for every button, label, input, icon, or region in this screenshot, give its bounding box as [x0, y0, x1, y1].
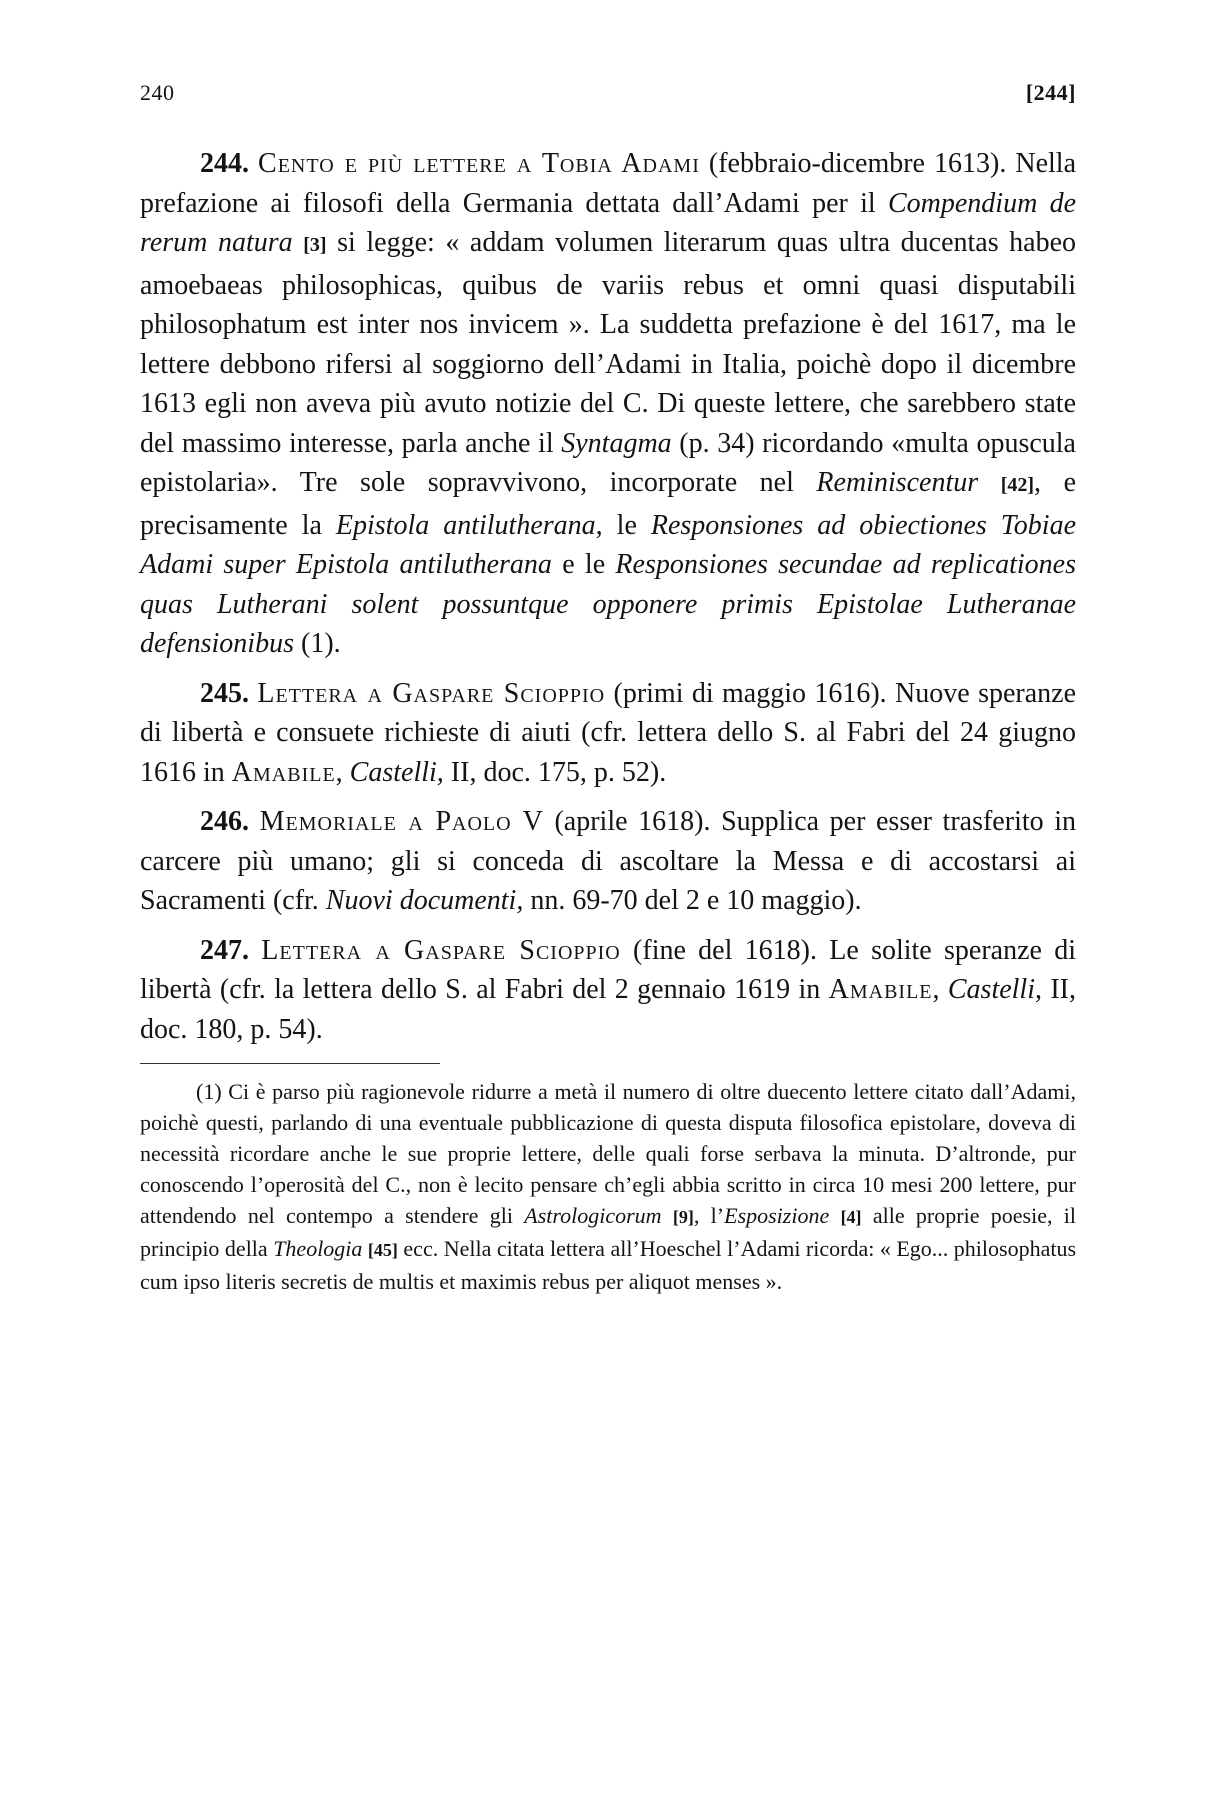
title-italic: Theologia — [273, 1236, 363, 1261]
title-italic: Compendium de rerum natura — [140, 187, 1076, 258]
title-italic: Castelli, — [947, 974, 1042, 1005]
entry-245 — [140, 674, 1076, 793]
entry-text: e le — [551, 549, 616, 580]
author-smallcaps: Amabile — [828, 974, 933, 1005]
entry-text: (p. 34) ricordando «multa opuscula epistolaria». Tre sole sopravvivono, incorporate nel — [140, 427, 1076, 498]
entry-text — [293, 227, 304, 258]
cross-reference: [45] — [367, 1240, 398, 1260]
footnote-text: alle proprie poesie, il principio della — [140, 1203, 1076, 1261]
entry-text: II, doc. 180, p. 54). — [140, 974, 1077, 1045]
entry-247 — [140, 931, 1076, 1050]
entry-heading: Lettera a Gaspare Scioppio — [261, 934, 621, 966]
entry-text: II, doc. 175, p. 52). — [443, 756, 667, 788]
cross-reference: [4] — [840, 1207, 862, 1227]
title-italic: Reminiscentur — [816, 467, 979, 498]
entry-text: (aprile 1618). Supplica per esser trasferito in carcere più umano; gli si conceda di ascoltare la Messa e di accostarsi ai Sacramenti (cfr. — [140, 806, 1076, 916]
title-italic: Responsiones ad obiectiones Tobiae Adami super Epistola antilutherana — [140, 509, 1077, 580]
entry-text: , — [932, 974, 948, 1005]
entry-text: (primi di maggio 1616). Nuove speranze di libertà e consuete richieste di aiuti (cfr. lettera dello S. al Fabri del 24 giugno 1616 in — [140, 677, 1077, 788]
entry-heading: Memoriale a Paolo V — [259, 806, 544, 837]
entry-text: (febbraio-dicembre 1613). Nella prefazione ai filosofi della Germania dettata dall’Adami per il — [140, 148, 1077, 219]
title-italic: Nuovi documenti, — [325, 885, 524, 916]
author-smallcaps: Amabile — [231, 756, 336, 788]
entry-text: si legge: « addam volumen literarum quas ultra ducentas habeo amoebaeas philosophicas, quibus de variis rebus et omni quasi disputabili philosophatum est inter nos invicem ». La suddetta prefazione è del 1617, ma le lettere debbono rifersi al soggiorno dell’Adami in Italia, poichè dopo il dicembre 1613 egli non aveva più avuto notizie del C. Di queste lettere, che sarebbero state del massimo interesse, parla anche il — [140, 227, 1077, 459]
entry-heading: Lettera a Gaspare Scioppio — [257, 677, 606, 709]
entry-text: , e precisamente la — [140, 467, 1077, 541]
entry-text — [978, 467, 1001, 498]
footnote-text — [662, 1203, 673, 1228]
entry-text: le — [602, 509, 651, 541]
footnote-divider — [140, 1063, 440, 1064]
section-reference: [244] — [1025, 80, 1076, 105]
title-italic: Esposizione — [724, 1203, 830, 1228]
entry-number: 247. — [200, 934, 249, 966]
cross-reference: [9] — [672, 1207, 694, 1227]
footnote — [140, 1076, 1076, 1297]
entry-number: 245. — [200, 677, 249, 709]
entry-244 — [140, 144, 1076, 664]
title-italic: Syntagma — [561, 427, 672, 459]
entry-text: , — [335, 756, 350, 788]
running-header — [140, 78, 1076, 108]
entry-number: 244. — [200, 148, 249, 179]
title-italic: Epistola antilutherana, — [335, 509, 603, 541]
title-italic: Responsiones secundae ad replicationes quas Lutherani solent possuntque opponere primis Epistolae Lutheranae defensionibus — [140, 549, 1076, 659]
entry-heading: Cento e più lettere a Tobia Adami — [258, 148, 700, 179]
title-italic: Castelli, — [349, 756, 444, 788]
entry-text: (1). — [294, 628, 341, 659]
cross-reference: [3] — [303, 234, 327, 256]
page — [140, 78, 1076, 1297]
footnote-text: ecc. Nella citata lettera all’Hoeschel l’Adami ricorda: « Ego... philosophatus cum ipso literis secretis de multis et maximis rebus per aliquot menses ». — [140, 1236, 1077, 1294]
footnote-text: , l’ — [693, 1203, 725, 1228]
page-number: 240 — [140, 80, 175, 105]
entry-text: nn. 69-70 del 2 e 10 maggio). — [523, 885, 862, 916]
entry-number: 246. — [200, 806, 249, 837]
footnote-text — [829, 1203, 840, 1228]
footnote-text: (1) Ci è parso più ragionevole ridurre a metà il numero di oltre duecento lettere citato dall’Adami, poichè questi, parlando di una eventuale pubblicazione di questa disputa filosofica epistolare, doveva di necessità ricordare anche le sue proprie lettere, delle quali forse serbava la minuta. D’altronde, pur conoscendo l’operosità del C., non è lecito pensare ch’egli abbia scritto in circa 10 mesi 200 lettere, pur attendendo nel contempo a stendere gli — [140, 1079, 1076, 1228]
title-italic: Astrologicorum — [524, 1203, 662, 1228]
cross-reference: [42] — [1000, 474, 1035, 496]
entry-246 — [140, 802, 1076, 921]
entry-text: (fine del 1618). Le solite speranze di libertà (cfr. la lettera dello S. al Fabri del 2 gennaio 1619 in — [140, 934, 1077, 1005]
